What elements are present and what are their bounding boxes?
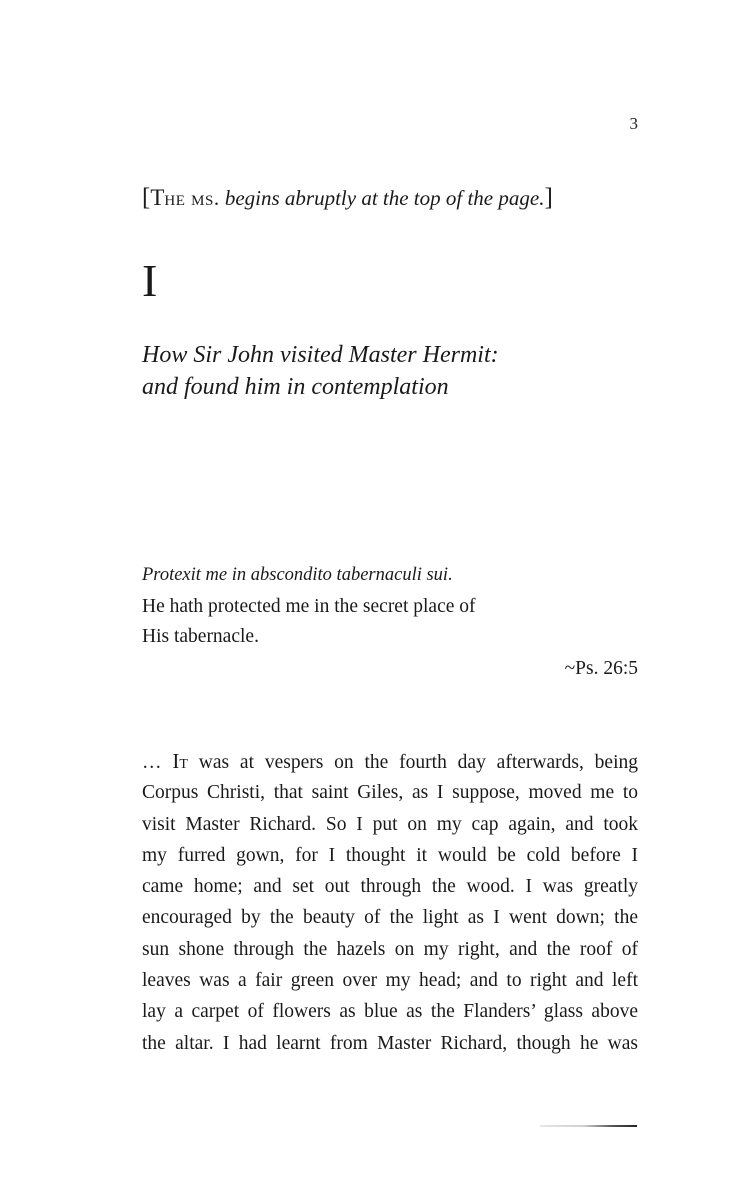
note-smallcaps: he ms.: [164, 186, 220, 210]
lead-cap: I: [172, 749, 180, 773]
body-paragraph: [142, 746, 638, 1059]
body-line: leaves was a fair green over my head; and to right and left: [142, 970, 638, 992]
body-line: encouraged by the beauty of the light as I went down; the: [142, 907, 638, 929]
footer-rule: [540, 1125, 637, 1127]
chapter-title: [142, 339, 562, 403]
body-line: visit Master Richard. So I put on my cap again, and took: [142, 813, 638, 835]
epigraph-source: ~Ps. 26:5: [564, 658, 638, 679]
first-line-text: was at vespers on the fourth day afterwards, being: [187, 752, 638, 773]
page-number: 3: [629, 114, 638, 133]
manuscript-note: [142, 184, 553, 212]
epigraph-latin: Protexit me in abscondito tabernaculi sui.: [142, 565, 453, 585]
body-line: the altar. I had learnt from Master Richard, though he was: [142, 1032, 638, 1054]
body-line: Corpus Christi, that saint Giles, as I suppose, moved me to: [142, 782, 638, 804]
body-line: sun shone through the hazels on my right, and the roof of: [142, 938, 638, 960]
body-line: came home; and set out through the wood. I was greatly: [142, 876, 638, 898]
lead-smallcaps: t: [179, 752, 188, 773]
body-line: [142, 746, 638, 777]
chapter-title-line: and found him in contemplation: [142, 374, 449, 400]
epigraph: [142, 562, 638, 684]
body-line: lay a carpet of flowers as blue as the Flanders’ glass above: [142, 1001, 638, 1023]
epigraph-translation-line: He hath protected me in the secret place of: [142, 596, 476, 617]
lead-ellipsis: …: [142, 752, 173, 773]
open-bracket: [: [142, 184, 151, 211]
note-italic-text: begins abruptly at the top of the page.: [224, 186, 545, 210]
chapter-title-line: How Sir John visited Master Hermit:: [142, 342, 499, 368]
epigraph-translation: [142, 592, 638, 652]
close-bracket: ]: [544, 184, 553, 211]
epigraph-translation-line: His tabernacle.: [142, 626, 259, 647]
note-lead-cap: T: [150, 185, 165, 210]
chapter-number: I: [142, 255, 158, 306]
body-line: my furred gown, for I thought it would be cold before I: [142, 844, 638, 866]
